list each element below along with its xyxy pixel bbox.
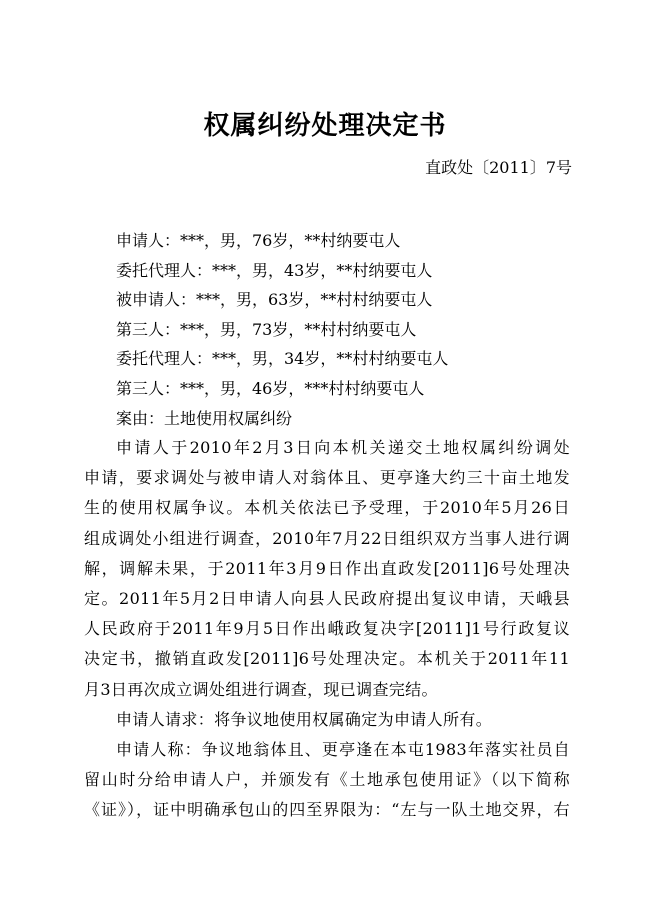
body-line: 申请，要求调处与被申请人对翁体且、更亭逢大约三十亩土地发 [84, 468, 570, 488]
body-line: 留山时分给申请人户，并颁发有《土地承包使用证》（以下简称 [84, 770, 570, 790]
body-line: 生的使用权属争议。本机关依法已予受理，于2010年5月26日 [84, 498, 570, 518]
party-respondent: 被申请人：***，男，63岁，**村村纳要屯人 [116, 290, 433, 310]
body-line: 月3日再次成立调处组进行调查，现已调查完结。 [84, 679, 438, 699]
party-list [116, 226, 448, 433]
document-title: 权属纠纷处理决定书 [203, 111, 447, 141]
body-line: 《证》），证中明确承包山的四至界限为：“左与一队土地交界，右 [84, 800, 570, 820]
body-line: 决定书，撤销直政发[2011]6号处理决定。本机关于2011年11 [84, 649, 570, 669]
body-line: 解，调解未果，于2011年3月9日作出直政发[2011]6号处理决 [84, 558, 570, 578]
body-line: 申请人于2010年2月3日向本机关递交土地权属纠纷调处 [116, 438, 570, 457]
body-line: 人民政府于2011年9月5日作出峨政复决字[2011]1号行政复议 [84, 619, 570, 639]
body-line: 组成调处小组进行调查，2010年7月22日组织双方当事人进行调 [84, 528, 570, 548]
party-third-party-2: 第三人：***，男，46岁，***村村纳要屯人 [116, 378, 425, 398]
party-third-party-agent: 委托代理人：***，男，34岁，**村村纳要屯人 [116, 349, 449, 369]
body-line: 定。2011年5月2日申请人向县人民政府提出复议申请，天峨县 [84, 588, 570, 608]
case-cause: 案由：土地使用权属纠纷 [116, 408, 293, 428]
body-line: 申请人请求：将争议地使用权属确定为申请人所有。 [116, 709, 493, 729]
party-applicant-agent: 委托代理人：***，男，43岁，**村纳要屯人 [116, 260, 433, 280]
party-third-party-1: 第三人：***，男，73岁，**村村纳要屯人 [116, 319, 417, 339]
document-number: 直政处〔2011〕7号 [425, 158, 572, 177]
document-body [84, 433, 570, 825]
party-applicant: 申请人：***，男，76岁，**村纳要屯人 [116, 231, 401, 250]
body-line: 申请人称：争议地翁体且、更亭逢在本屯1983年落实社员自 [116, 739, 570, 759]
